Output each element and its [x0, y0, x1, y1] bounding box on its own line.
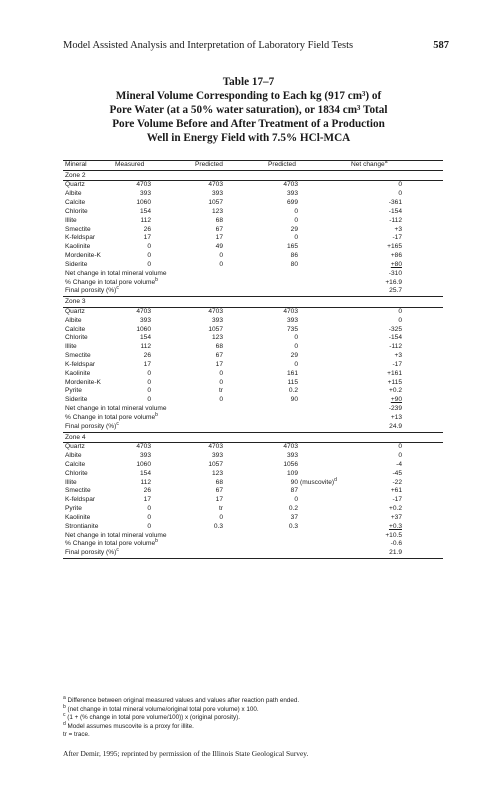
net-change-value: -4	[396, 460, 402, 468]
net-change-value: +61	[390, 487, 402, 495]
predicted-value: 123	[211, 207, 223, 215]
mineral-name: Chlorite	[65, 334, 88, 342]
col-header-mineral: Mineral	[65, 161, 87, 168]
mineral-name: Illite	[65, 478, 77, 486]
table-row	[63, 387, 443, 396]
footnote-text: (1 + (% change in total pore volume/100)) x (original porosity).	[67, 714, 240, 721]
mineral-name: Albite	[65, 451, 82, 459]
zone-label-text: Zone 2	[65, 171, 86, 179]
predicted-value-2: 735	[286, 325, 298, 333]
mineral-volume-table	[63, 160, 443, 559]
mineral-name: Calcite	[65, 325, 86, 333]
net-change-value: +90	[390, 396, 402, 404]
summary-value: -310	[388, 269, 402, 277]
footnote	[63, 720, 443, 732]
predicted-value-2: 393	[286, 190, 298, 198]
table-row	[63, 443, 443, 452]
mineral-name: Kaolinite	[65, 243, 91, 251]
summary-label: % Change in total pore volume$^b$	[65, 276, 158, 286]
summary-label: Final porosity (%)$^c$	[65, 547, 119, 557]
predicted-value: 68	[215, 343, 223, 351]
summary-label: Net change in total mineral volume	[65, 405, 167, 413]
predicted-value: 393	[211, 316, 223, 324]
table-row	[63, 476, 443, 488]
predicted-value: 0	[219, 369, 223, 377]
mineral-name: Calcite	[65, 199, 86, 207]
mineral-name: Illite	[65, 216, 77, 224]
measured-value: 1060	[136, 460, 151, 468]
mineral-name: Mordenite-K	[65, 252, 101, 260]
table-body	[63, 170, 443, 559]
table-row	[63, 308, 443, 317]
mineral-name: Siderite	[65, 396, 88, 404]
predicted-value: 1057	[208, 460, 223, 468]
predicted-value: 1057	[208, 199, 223, 207]
mineral-name: Quartz	[65, 443, 85, 451]
predicted-value-2: 1056	[283, 460, 298, 468]
mineral-annotation: (muscovite)$^d$	[300, 476, 337, 486]
zone-label	[63, 297, 443, 307]
table-row	[63, 181, 443, 190]
predicted-value-2: 0.2	[288, 387, 298, 395]
mineral-name: Chlorite	[65, 207, 88, 215]
summary-label: Net change in total mineral volume	[65, 269, 167, 277]
summary-label: Final porosity (%)$^c$	[65, 285, 119, 295]
table-row	[63, 243, 443, 252]
net-change-value: -17	[392, 496, 402, 504]
footnote-mark: c	[116, 547, 119, 554]
footnote-mark: c	[116, 285, 119, 292]
summary-label: % Change in total pore volume$^b$	[65, 538, 158, 548]
net-change-value: 0	[398, 443, 402, 451]
net-change-value: +3	[394, 225, 402, 233]
net-change-value: -154	[388, 207, 402, 215]
predicted-value: 4703	[208, 443, 223, 451]
predicted-value-2: 0	[294, 216, 298, 224]
summary-value: -239	[388, 405, 402, 413]
predicted-value: 4703	[208, 181, 223, 189]
net-change-value: -17	[392, 234, 402, 242]
predicted-value-2: 0.2	[288, 505, 298, 513]
predicted-value: 1057	[208, 325, 223, 333]
measured-value: 112	[140, 216, 151, 224]
net-change-value: 0	[398, 316, 402, 324]
col-header-predicted-2: Predicted	[268, 161, 296, 168]
table-row	[63, 461, 443, 470]
predicted-value: 68	[215, 478, 223, 486]
table-row	[63, 505, 443, 514]
table-row	[63, 343, 443, 352]
table-row	[63, 317, 443, 326]
summary-label: % Change in total pore volume$^b$	[65, 411, 158, 421]
summary-row	[63, 270, 443, 279]
mineral-name: Strontianite	[65, 522, 99, 530]
net-change-value: -154	[388, 334, 402, 342]
net-change-value: 0	[398, 451, 402, 459]
net-change-value: +115	[387, 378, 402, 386]
measured-value: 112	[140, 478, 151, 486]
predicted-value-2: 0	[294, 496, 298, 504]
table-row	[63, 396, 443, 405]
footnote-mark: d	[334, 476, 337, 483]
table-row	[63, 261, 443, 270]
predicted-value: 393	[211, 190, 223, 198]
measured-value: 0	[147, 396, 151, 404]
table-row	[63, 217, 443, 226]
net-change-value: 0	[398, 307, 402, 315]
col-header-net-change	[351, 158, 388, 170]
predicted-value-2: 0	[294, 234, 298, 242]
footnote	[63, 703, 443, 715]
measured-value: 0	[147, 378, 151, 386]
table-row	[63, 361, 443, 370]
mineral-name: Quartz	[65, 307, 85, 315]
measured-value: 393	[139, 451, 151, 459]
table-row	[63, 326, 443, 335]
summary-label: Final porosity (%)$^c$	[65, 420, 119, 430]
table-bottom-rule	[63, 558, 443, 559]
measured-value: 4703	[136, 307, 151, 315]
footnote	[63, 694, 443, 706]
summary-label: Net change in total mineral volume	[65, 531, 167, 539]
mineral-name: Pyrite	[65, 387, 82, 395]
predicted-value-2: 115	[287, 378, 298, 386]
summary-value: +10.5	[385, 531, 402, 539]
measured-value: 0	[147, 522, 151, 530]
predicted-value-2: 4703	[283, 181, 298, 189]
table-row	[63, 514, 443, 523]
measured-value: 0	[147, 243, 151, 251]
predicted-value-2: 4703	[283, 443, 298, 451]
footnote-text: (net change in total mineral volume/original total pore volume) x 100.	[67, 705, 259, 713]
measured-value: 0	[147, 260, 151, 268]
summary-row	[63, 276, 443, 288]
predicted-value: 49	[215, 243, 223, 251]
net-change-value: -325	[388, 325, 402, 333]
net-change-value: -17	[392, 360, 402, 368]
summary-row	[63, 420, 443, 432]
predicted-value-2: 29	[290, 225, 298, 233]
table-row	[63, 452, 443, 461]
footnote-mark: c	[63, 711, 66, 718]
mineral-name: Smectite	[65, 487, 91, 495]
predicted-value-2: 0	[294, 360, 298, 368]
zone-label	[63, 433, 443, 443]
mineral-name: K-feldspar	[65, 496, 96, 504]
footnote	[63, 711, 443, 723]
predicted-value-2: 37	[290, 513, 298, 521]
table-row	[63, 523, 443, 532]
predicted-value: tr	[218, 505, 223, 513]
net-change-value: +3	[394, 352, 402, 360]
measured-value: 0	[147, 505, 151, 513]
predicted-value: 0	[219, 260, 223, 268]
mineral-name: Mordenite-K	[65, 378, 101, 386]
net-change-value: -45	[392, 469, 402, 477]
mineral-name: Chlorite	[65, 469, 88, 477]
table-number: Table 17–7	[222, 76, 275, 88]
footnotes	[63, 694, 443, 740]
footnote-mark: b	[155, 538, 158, 545]
measured-value: 4703	[136, 443, 151, 451]
zone-label-text: Zone 3	[65, 298, 86, 306]
summary-value: +13	[390, 413, 402, 421]
table-caption-line: Pore Water (at a 50% water saturation), or 1834 cm³ Total	[109, 104, 388, 116]
predicted-value-2: 29	[290, 352, 298, 360]
predicted-value: 4703	[208, 307, 223, 315]
net-change-value: 0	[398, 190, 402, 198]
footnote-text: tr = trace.	[63, 731, 90, 738]
predicted-value: 0.3	[213, 522, 223, 530]
mineral-name: K-feldspar	[65, 360, 96, 368]
table-row	[63, 352, 443, 361]
measured-value: 1060	[136, 199, 151, 207]
table-caption-line: Mineral Volume Corresponding to Each kg (917 cm³) of	[115, 90, 382, 102]
zone-label-text: Zone 4	[65, 433, 86, 441]
col-header-measured: Measured	[115, 161, 145, 168]
summary-row	[63, 411, 443, 423]
predicted-value: tr	[218, 387, 223, 395]
measured-value: 112	[140, 343, 151, 351]
net-change-value: +0.2	[388, 387, 402, 395]
mineral-name: Kaolinite	[65, 513, 91, 521]
mineral-name: Smectite	[65, 225, 91, 233]
summary-value: +16.9	[385, 278, 402, 286]
summary-row	[63, 287, 443, 296]
footnote-mark: c	[116, 420, 119, 427]
table-caption-line: Well in Energy Field with 7.5% HCl-MCA	[146, 132, 351, 144]
net-change-value: -361	[388, 199, 402, 207]
predicted-value: 17	[215, 360, 223, 368]
measured-value: 17	[143, 360, 151, 368]
net-change-value: +0.3	[388, 522, 402, 530]
predicted-value: 123	[211, 334, 223, 342]
table-row	[63, 487, 443, 496]
mineral-name: Smectite	[65, 352, 91, 360]
predicted-value: 123	[211, 469, 223, 477]
footnote-mark: d	[63, 720, 66, 727]
predicted-value: 0	[219, 513, 223, 521]
measured-value: 17	[143, 496, 151, 504]
mineral-name: Illite	[65, 343, 77, 351]
measured-value: 26	[143, 352, 151, 360]
col-header-net-change-label: Net change	[351, 161, 385, 168]
source-note: After Demir, 1995; reprinted by permission of the Illinois State Geological Survey.	[63, 749, 309, 758]
measured-value: 393	[139, 190, 151, 198]
running-head-title: Model Assisted Analysis and Interpretation of Laboratory Field Tests	[63, 40, 354, 51]
footnote-text: Model assumes muscovite is a proxy for illite.	[67, 722, 194, 730]
footnote	[63, 731, 443, 740]
measured-value: 1060	[136, 325, 151, 333]
predicted-value: 17	[215, 234, 223, 242]
table-row	[63, 234, 443, 243]
measured-value: 0	[147, 369, 151, 377]
predicted-value-2: 0	[294, 207, 298, 215]
predicted-value-2: 393	[286, 316, 298, 324]
measured-value: 0	[147, 387, 151, 395]
table-row	[63, 379, 443, 388]
table-row	[63, 252, 443, 261]
predicted-value: 0	[219, 378, 223, 386]
summary-value: 24.9	[389, 422, 402, 430]
table-header-row	[63, 158, 443, 170]
measured-value: 26	[143, 487, 151, 495]
table-row	[63, 226, 443, 235]
predicted-value-2: 90	[290, 478, 298, 486]
measured-value: 154	[139, 469, 151, 477]
measured-value: 0	[147, 252, 151, 260]
net-change-value: +161	[387, 369, 402, 377]
summary-row	[63, 549, 443, 558]
measured-value: 26	[143, 225, 151, 233]
predicted-value-2: 87	[290, 487, 298, 495]
table-row	[63, 496, 443, 505]
measured-value: 0	[147, 513, 151, 521]
zone-label	[63, 171, 443, 181]
predicted-value-2: 699	[286, 199, 298, 207]
measured-value: 393	[139, 316, 151, 324]
predicted-value-2: 0.3	[288, 522, 298, 530]
predicted-value: 17	[215, 496, 223, 504]
mineral-name: Kaolinite	[65, 369, 91, 377]
table-row	[63, 208, 443, 217]
summary-value: 25.7	[389, 287, 402, 295]
predicted-value-2: 90	[290, 396, 298, 404]
measured-value: 154	[139, 334, 151, 342]
net-change-value: -22	[392, 478, 402, 486]
table-row	[63, 199, 443, 208]
summary-value: 21.9	[389, 549, 402, 557]
predicted-value-2: 80	[290, 260, 298, 268]
footnote-mark: a	[384, 158, 388, 165]
footnote-mark: b	[155, 276, 158, 283]
footnote-text: Difference between original measured values and values after reaction path ended.	[67, 697, 300, 704]
mineral-name: Siderite	[65, 260, 88, 268]
mineral-name: K-feldspar	[65, 234, 96, 242]
predicted-value-2: 4703	[283, 307, 298, 315]
predicted-value: 0	[219, 252, 223, 260]
net-change-value: -112	[389, 216, 402, 224]
predicted-value: 0	[219, 396, 223, 404]
predicted-value-2: 0	[294, 334, 298, 342]
summary-row	[63, 405, 443, 414]
mineral-name: Albite	[65, 316, 82, 324]
mineral-name: Calcite	[65, 460, 86, 468]
table-row	[63, 470, 443, 479]
table-row	[63, 370, 443, 379]
net-change-value: +86	[390, 252, 402, 260]
predicted-value-2: 161	[286, 369, 298, 377]
measured-value: 4703	[136, 181, 151, 189]
summary-row	[63, 540, 443, 549]
predicted-value: 67	[215, 352, 223, 360]
col-header-predicted: Predicted	[195, 161, 223, 168]
mineral-name: Pyrite	[65, 505, 82, 513]
net-change-value: -112	[389, 343, 402, 351]
predicted-value-2: 165	[286, 243, 298, 251]
table-row	[63, 334, 443, 343]
footnote-mark: a	[63, 694, 66, 701]
mineral-name: Albite	[65, 190, 82, 198]
predicted-value-2: 0	[294, 343, 298, 351]
net-change-value: +0.2	[388, 505, 402, 513]
table-caption-line: Pore Volume Before and After Treatment of a Production	[112, 118, 385, 130]
predicted-value-2: 393	[286, 451, 298, 459]
net-change-value: +80	[390, 260, 402, 268]
mineral-name: Quartz	[65, 181, 85, 189]
summary-value: -0.6	[390, 540, 402, 548]
net-change-value: 0	[398, 181, 402, 189]
table-row	[63, 190, 443, 199]
footnote-mark: b	[155, 411, 158, 418]
measured-value: 154	[139, 207, 151, 215]
predicted-value: 67	[215, 487, 223, 495]
predicted-value: 68	[215, 216, 223, 224]
predicted-value: 67	[215, 225, 223, 233]
net-change-value: +37	[390, 513, 402, 521]
footnote-mark: b	[63, 703, 66, 710]
table-title	[0, 75, 497, 145]
predicted-value-2: 86	[290, 252, 298, 260]
predicted-value: 393	[211, 451, 223, 459]
page-number: 587	[433, 40, 449, 51]
predicted-value-2: 109	[286, 469, 298, 477]
measured-value: 17	[143, 234, 151, 242]
net-change-value: +165	[387, 243, 402, 251]
